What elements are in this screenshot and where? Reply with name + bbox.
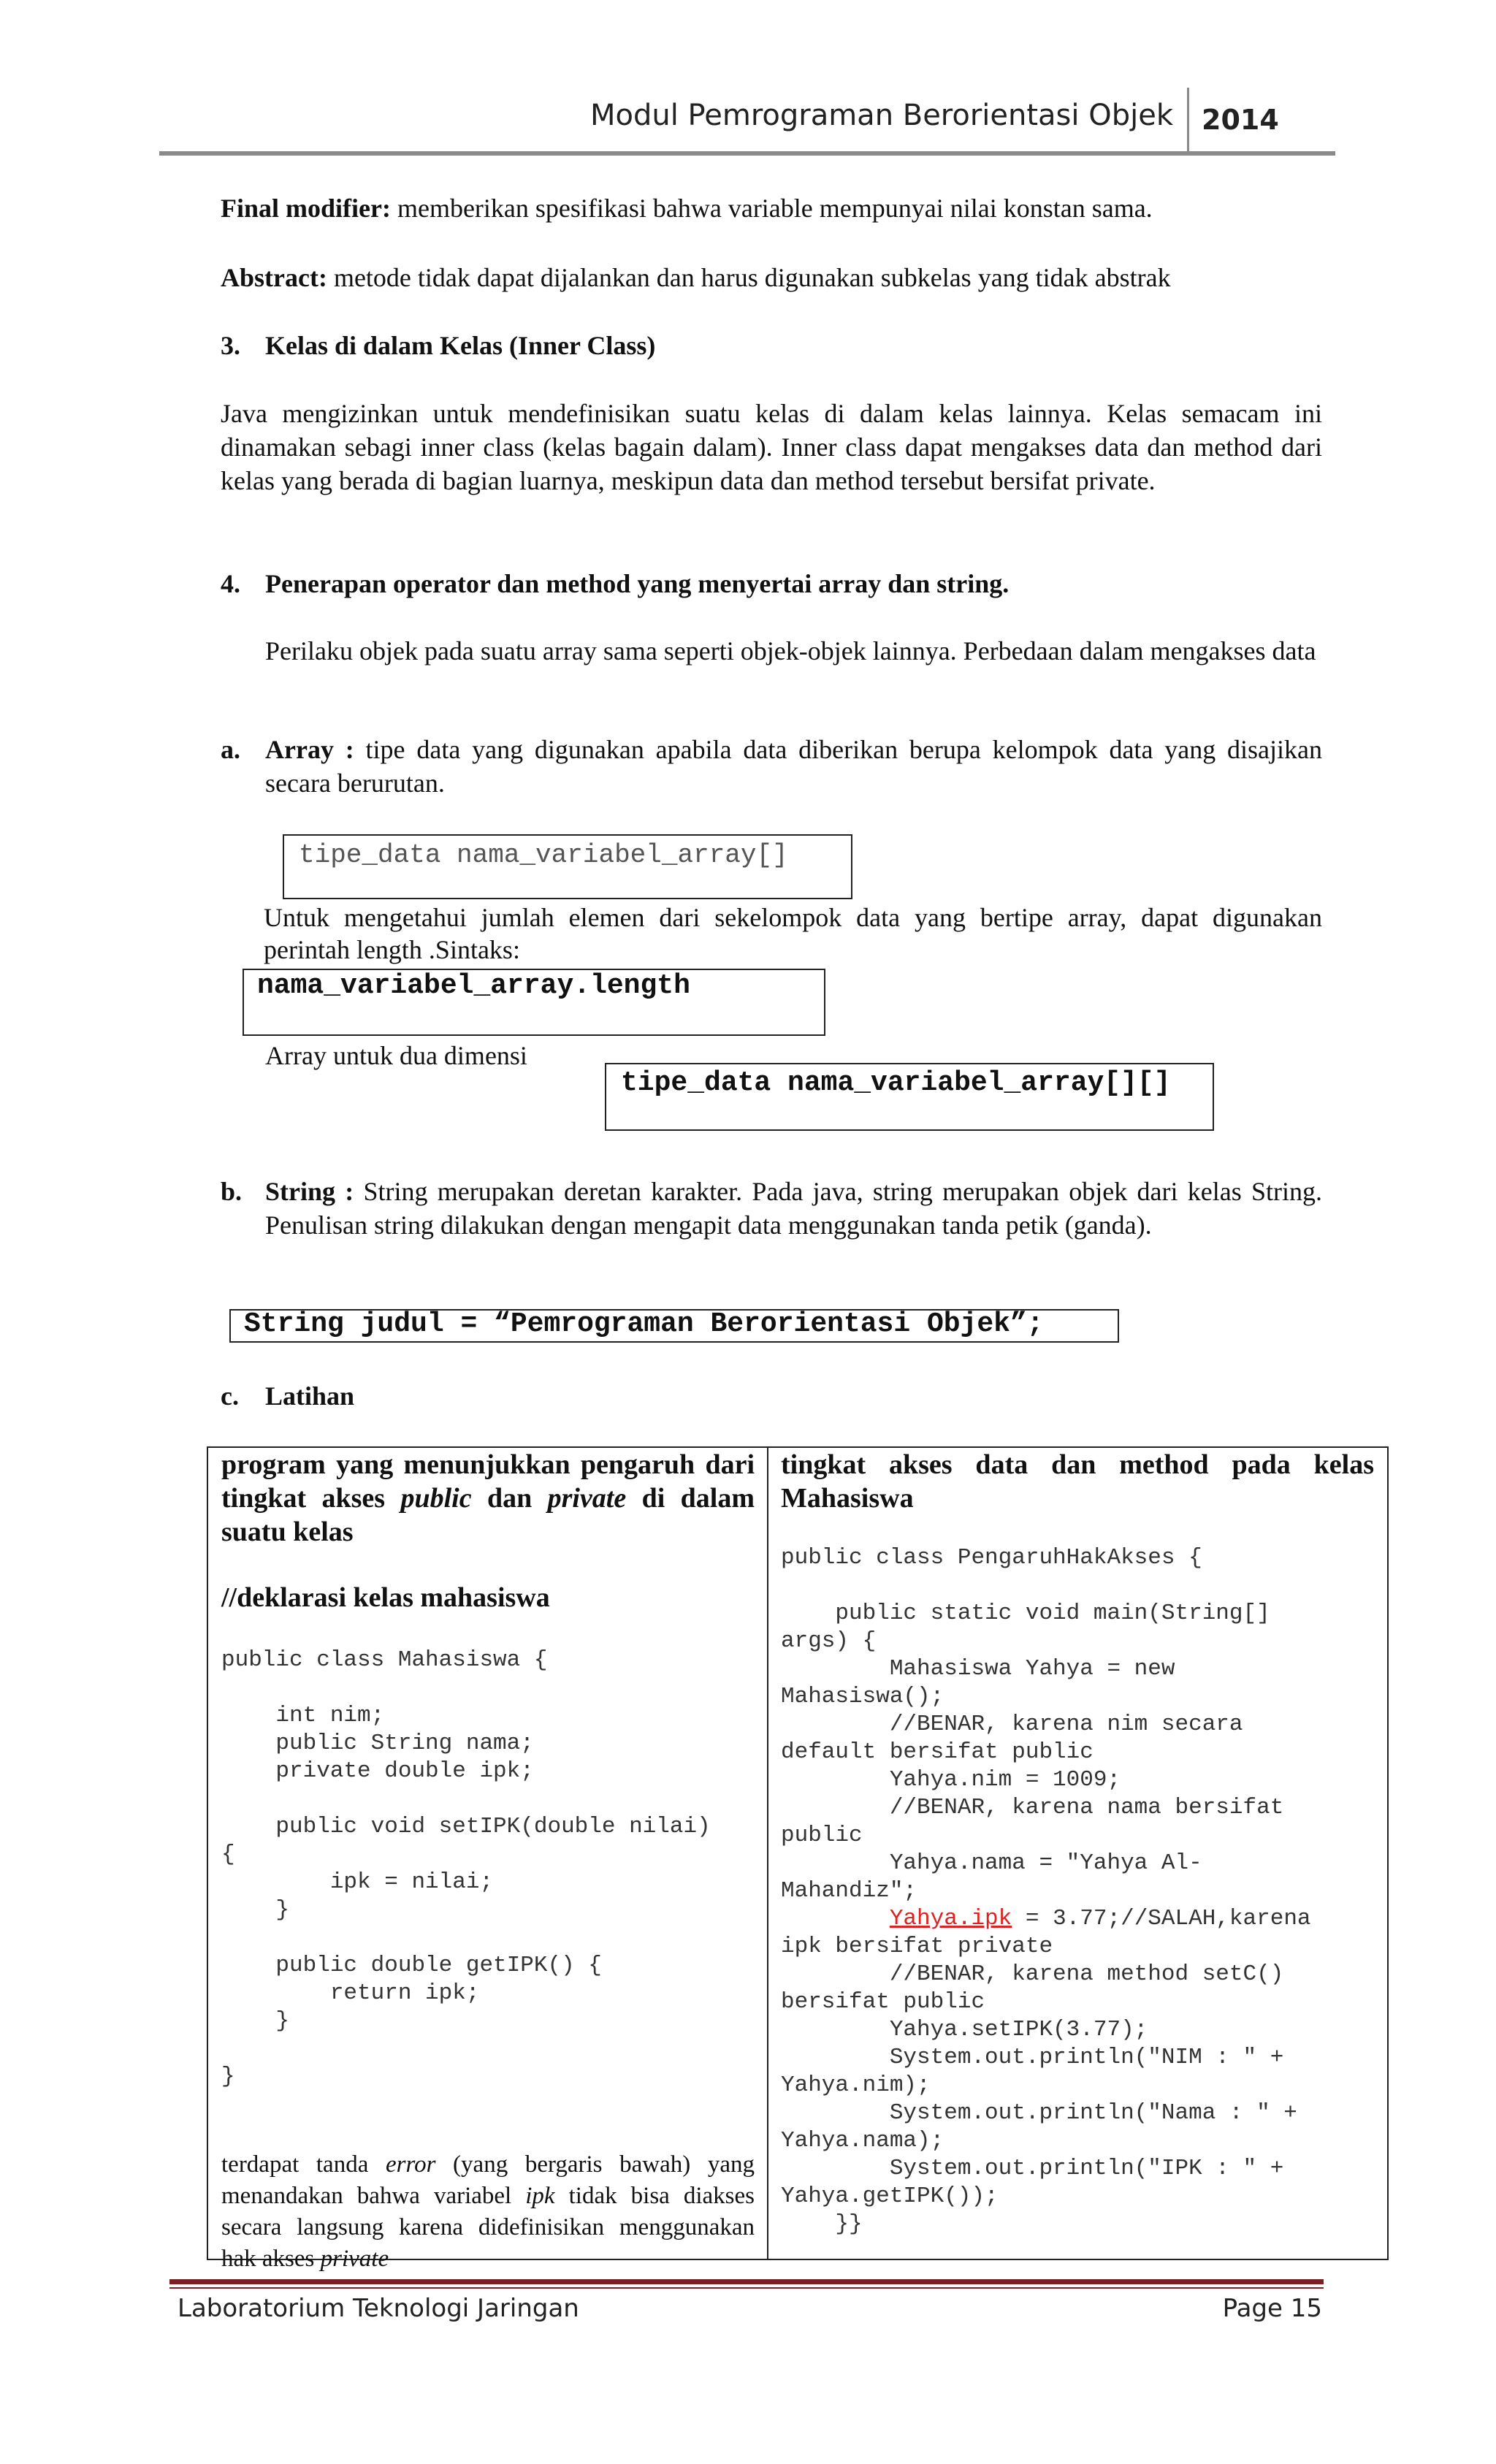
item-b-number: b. [221, 1177, 243, 1206]
item-b-label: String : [265, 1177, 354, 1206]
array-length-text: Untuk mengetahui jumlah elemen dari sekelompok data yang bertipe array, dapat digunakan perintah length .Sintaks: [264, 903, 1322, 964]
item-a-text: tipe data yang digunakan apabila data diberikan berupa kelompok data yang disajikan secara berurutan. [265, 735, 1322, 798]
code-string-declaration: String judul = “Pemrograman Berorientasi Objek”; [244, 1308, 1044, 1340]
footer-page-number: Page 15 [1222, 2294, 1322, 2323]
item-b-paragraph [265, 1175, 1322, 1242]
left-heading-part: di dalam suatu kelas [221, 1483, 755, 1547]
code-box-array-length [243, 969, 825, 1036]
left-cell-code: public class Mahasiswa { int nim; public String nama; private double ipk; public void setIPK(double nilai) { ipk = nilai; } public double getIPK() { return ipk; } } [221, 1647, 711, 2089]
header-rule [159, 151, 1335, 156]
footer-rule-thin [169, 2287, 1324, 2289]
footer-rule-thick [169, 2279, 1324, 2284]
left-heading-public: public [400, 1483, 472, 1514]
header-separator [1187, 88, 1189, 155]
section-3-number: 3. [221, 331, 240, 360]
footer-left: Laboratorium Teknologi Jaringan [178, 2294, 579, 2323]
left-cell-comment: //deklarasi kelas mahasiswa [221, 1582, 550, 1613]
abstract-label: Abstract: [221, 263, 327, 292]
code-box-array-2d [605, 1063, 1214, 1131]
table-right-cell [781, 1448, 1374, 2259]
item-c-number: c. [221, 1381, 239, 1411]
array-2d-text: Array untuk dua dimensi [265, 1041, 527, 1070]
left-note-part: terdapat tanda [221, 2151, 386, 2178]
section-4-title: Penerapan operator dan method yang menyertai array dan string. [265, 569, 1010, 598]
abstract-paragraph [221, 261, 1324, 294]
final-modifier-label: Final modifier: [221, 194, 391, 223]
left-note-part: (yang bergaris bawah) yang menandakan bahwa variabel [221, 2151, 755, 2209]
left-note-ipk: ipk [525, 2183, 555, 2209]
final-modifier-text: memberikan spesifikasi bahwa variable mempunyai nilai konstan sama. [390, 194, 1153, 223]
left-note-error: error [385, 2151, 436, 2178]
item-b-text: String merupakan deretan karakter. Pada java, string merupakan objek dari kelas String. Penulisan string dilakukan dengan mengapit data menggunakan tanda petik (ganda). [265, 1177, 1322, 1240]
code-array-length: nama_variabel_array.length [257, 970, 690, 1002]
left-cell-note [221, 2149, 755, 2275]
right-cell-heading: tingkat akses data dan method pada kelas Mahasiswa [781, 1449, 1374, 1514]
left-note-private: private [320, 2246, 389, 2272]
section-4-body: Perilaku objek pada suatu array sama seperti objek-objek lainnya. Perbedaan dalam mengakses data [265, 636, 1316, 665]
section-3-body: Java mengizinkan untuk mendefinisikan suatu kelas di dalam kelas lainnya. Kelas semacam ini dinamakan sebagi inner class (kelas bagain dalam). Inner class dapat mengakses data dan method dari kelas yang berada di bagian luarnya, meskipun data dan method tersebut bersifat private. [221, 399, 1322, 495]
code-array-declaration: tipe_data nama_variabel_array[] [299, 840, 788, 870]
right-code-part: = 3.77;//SALAH,karena ipk bersifat private //BENAR, karena method setC() bersifat public Yahya.setIPK(3.77); System.out.println("NIM : " + Yahya.nim); System.out.println("Nama : " + Yahya.nama); System.out.println("IPK : " + Yahya.getIPK()); }} [781, 1906, 1311, 2237]
abstract-text: metode tidak dapat dijalankan dan harus digunakan subkelas yang tidak abstrak [327, 263, 1171, 292]
table-column-divider [767, 1448, 768, 2259]
right-code-part: public class PengaruhHakAkses { public static void main(String[] args) { Mahasiswa Yahya = new Mahasiswa(); //BENAR, karena nim secara default bersifat public Yahya.nim = 1009; //BENAR, karena nama bersifat public Yahya.nama = "Yahya Al- Mahandiz"; [781, 1545, 1284, 1904]
left-cell-heading [221, 1448, 755, 1549]
exercise-table [207, 1446, 1389, 2272]
right-cell-code [781, 1544, 1311, 2238]
left-heading-part: dan [471, 1483, 548, 1514]
left-heading-part: program yang menunjukkan pengaruh dari tingkat akses [221, 1449, 755, 1514]
left-heading-private: private [547, 1483, 627, 1514]
final-modifier-paragraph [221, 191, 1324, 225]
table-left-cell [221, 1448, 755, 2272]
code-box-string [229, 1309, 1119, 1343]
header-title: Modul Pemrograman Berorientasi Objek [590, 99, 1173, 132]
header-year: 2014 [1202, 104, 1279, 136]
right-code-error: Yahya.ipk [889, 1906, 1012, 1931]
left-note-part: tidak bisa diakses secara langsung karena didefinisikan menggunakan hak akses [221, 2183, 755, 2272]
item-a-number: a. [221, 735, 240, 764]
section-4-number: 4. [221, 569, 240, 598]
item-c-title: Latihan [265, 1381, 355, 1411]
code-array-2d: tipe_data nama_variabel_array[][] [621, 1067, 1171, 1099]
item-a-label: Array : [265, 735, 354, 764]
code-box-array-declaration [283, 834, 852, 899]
section-3-title: Kelas di dalam Kelas (Inner Class) [265, 331, 656, 360]
item-a-paragraph [265, 733, 1322, 800]
